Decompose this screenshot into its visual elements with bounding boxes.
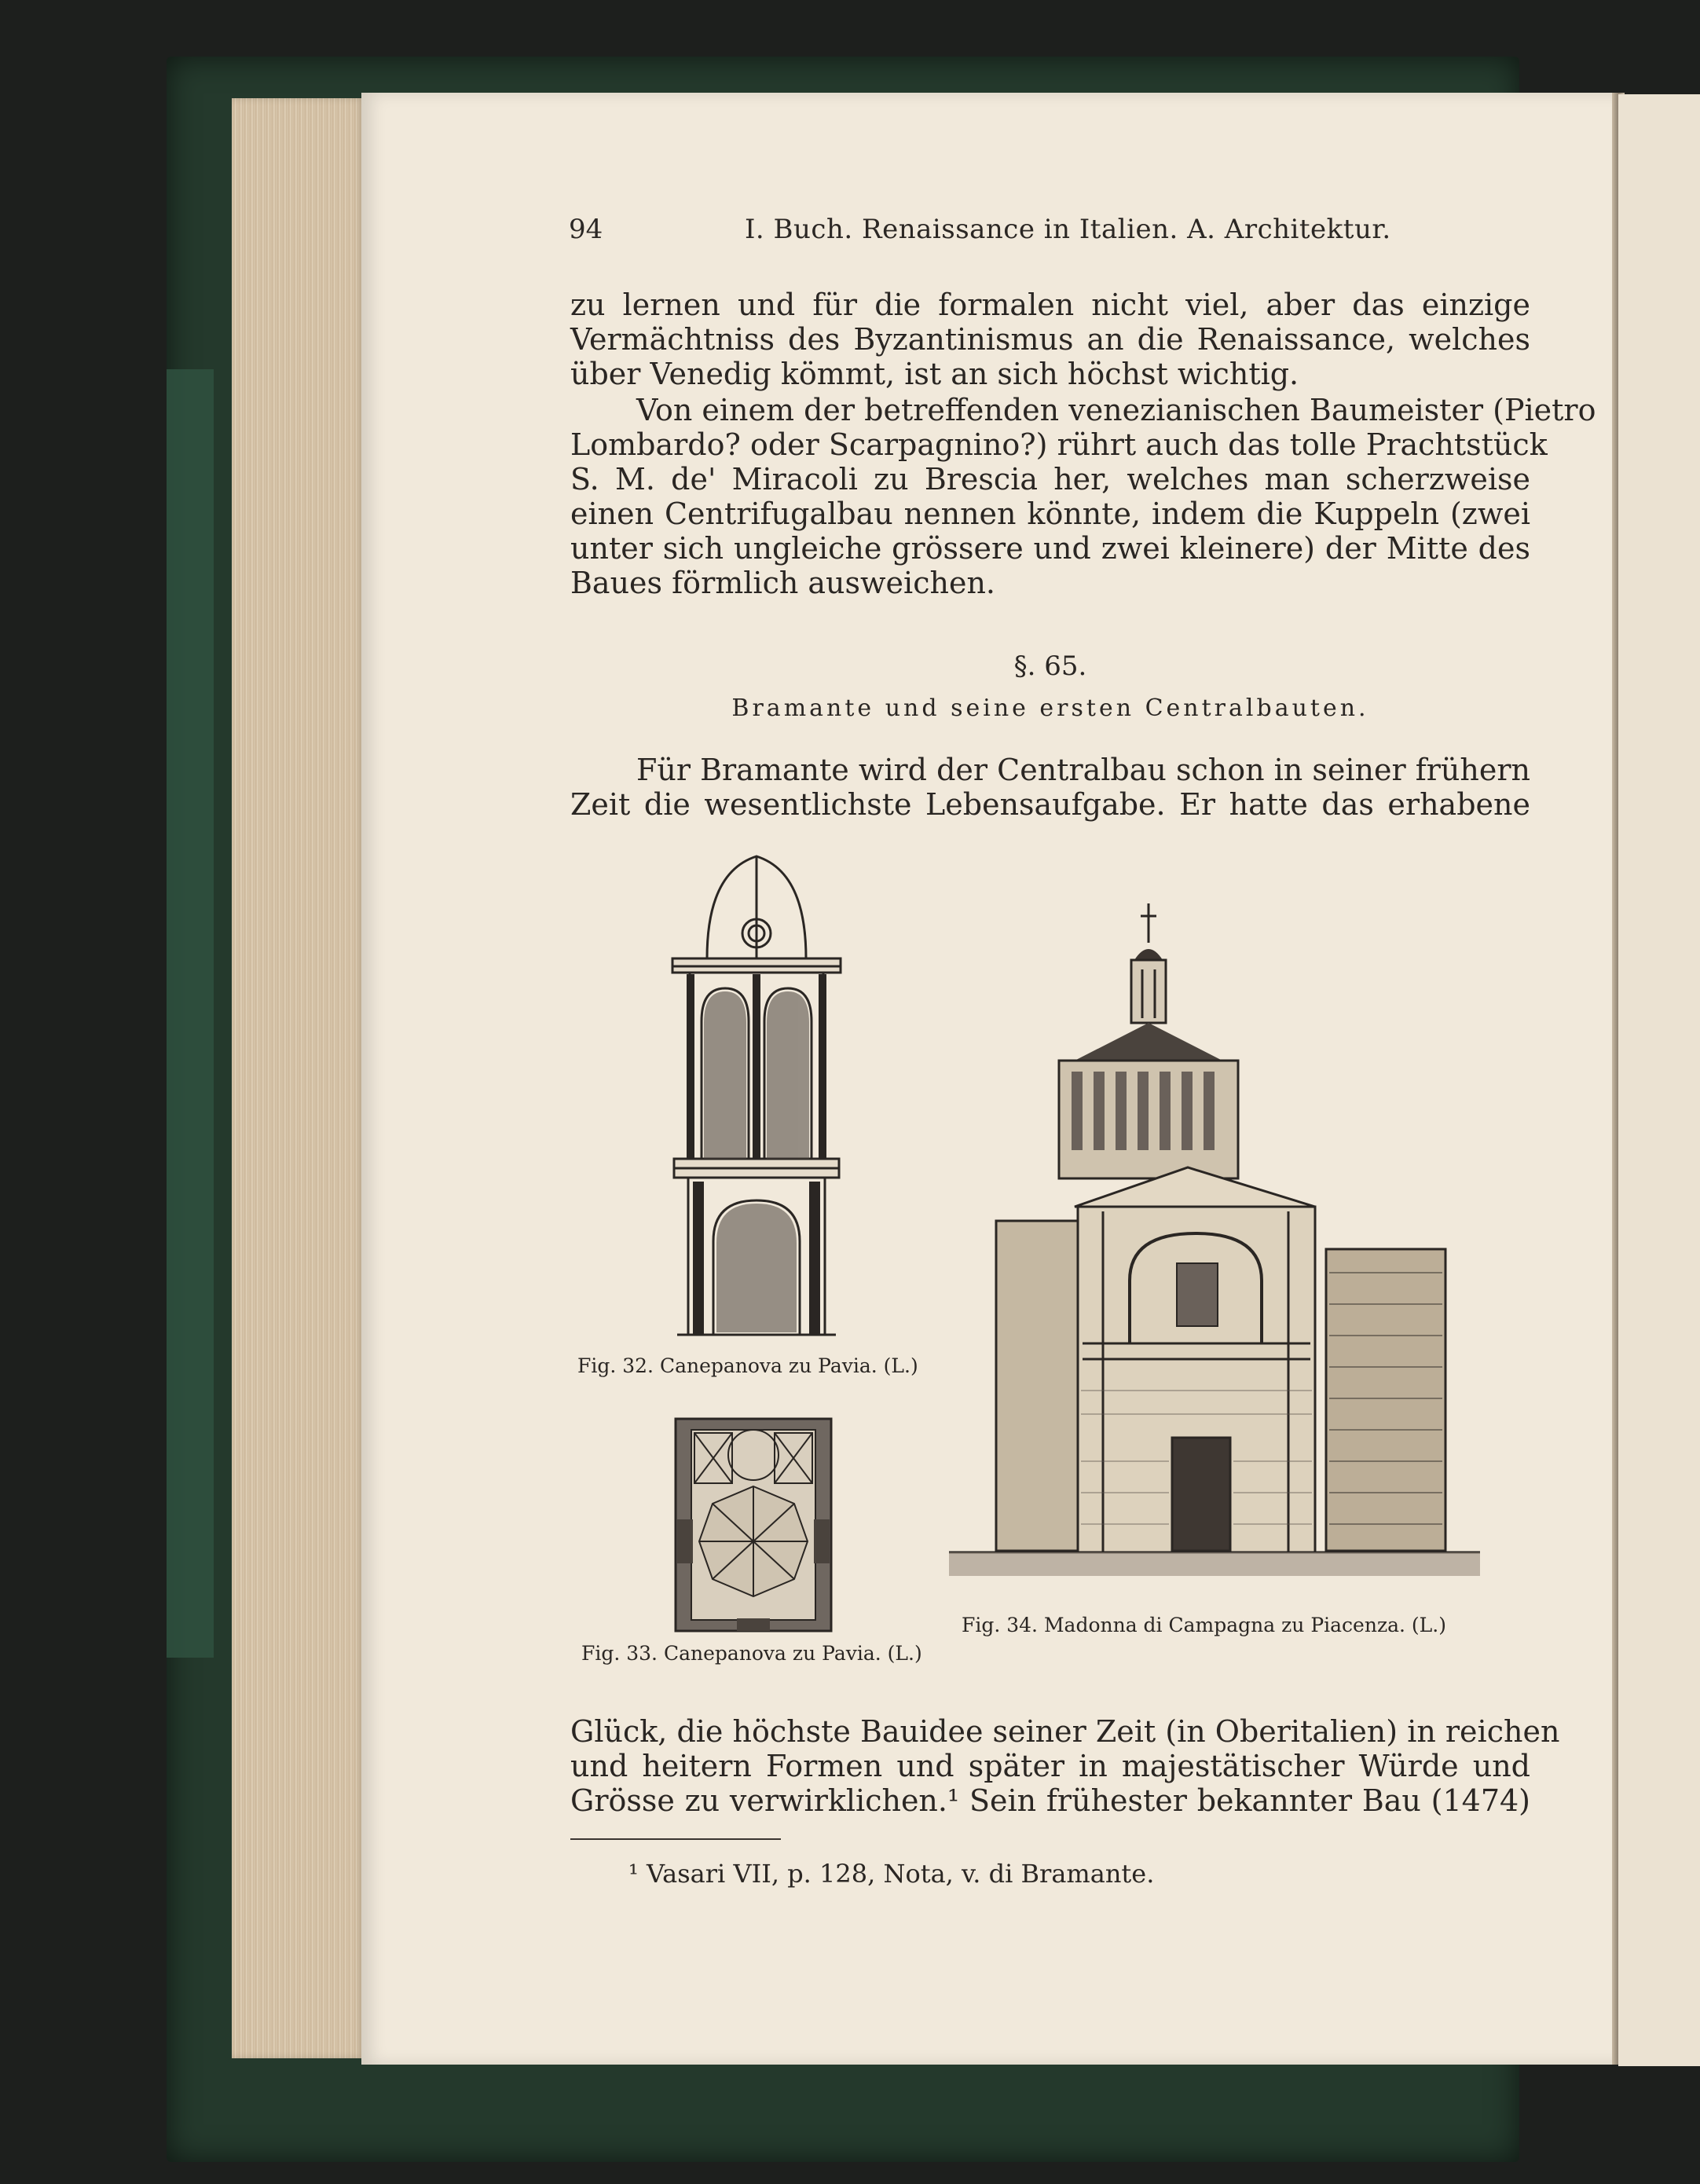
text-line: Lombardo? oder Scarpagnino?) rührt auch das tolle Prachtstück bbox=[570, 427, 1548, 462]
caption-fig34: Fig. 34. Madonna di Campagna zu Piacenza. (L.) bbox=[962, 1614, 1446, 1636]
text-line: und heitern Formen und später in majestätischer Würde und bbox=[570, 1749, 1530, 1783]
text-line: Für Bramante wird der Centralbau schon in seiner frühern bbox=[636, 753, 1530, 787]
page-number: 94 bbox=[569, 214, 603, 245]
footnote: ¹ Vasari VII, p. 128, Nota, v. di Bramante. bbox=[628, 1859, 1155, 1889]
text-line: Glück, die höchste Bauidee seiner Zeit (in Oberitalien) in reichen bbox=[570, 1714, 1560, 1749]
figure-canepanova-elevation bbox=[666, 848, 847, 1343]
text-line: Baues förmlich ausweichen. bbox=[570, 566, 995, 600]
facing-page-edge bbox=[1618, 94, 1700, 2066]
caption-fig32: Fig. 32. Canepanova zu Pavia. (L.) bbox=[577, 1354, 918, 1377]
caption-fig33: Fig. 33. Canepanova zu Pavia. (L.) bbox=[581, 1642, 922, 1665]
text-line: Zeit die wesentlichste Lebensaufgabe. Er hatte das erhabene bbox=[570, 787, 1530, 822]
section-number: §. 65. bbox=[1013, 650, 1087, 682]
text-line: Von einem der betreffenden venezianischen Baumeister (Pietro bbox=[636, 393, 1596, 427]
cover-spine-band bbox=[167, 369, 214, 1658]
running-title: I. Buch. Renaissance in Italien. A. Architektur. bbox=[745, 214, 1391, 245]
text-line: unter sich ungleiche grössere und zwei kleinere) der Mitte des bbox=[570, 531, 1530, 566]
footnote-rule bbox=[570, 1838, 781, 1840]
text-line: einen Centrifugalbau nennen könnte, indem die Kuppeln (zwei bbox=[570, 497, 1530, 531]
figure-canepanova-plan bbox=[674, 1417, 833, 1633]
page-edges bbox=[232, 98, 365, 2058]
text-line: über Venedig kömmt, ist an sich höchst wichtig. bbox=[570, 357, 1299, 391]
figure-madonna-di-campagna bbox=[949, 903, 1480, 1595]
text-line: zu lernen und für die formalen nicht viel, aber das einzige bbox=[570, 288, 1530, 322]
text-line: Grösse zu verwirklichen.¹ Sein frühester bekannter Bau (1474) bbox=[570, 1783, 1530, 1818]
text-line: Vermächtniss des Byzantinismus an die Renaissance, welches bbox=[570, 322, 1530, 357]
text-line: S. M. de' Miracoli zu Brescia her, welches man scherzweise bbox=[570, 462, 1530, 497]
section-title: Bramante und seine ersten Centralbauten. bbox=[731, 694, 1369, 722]
